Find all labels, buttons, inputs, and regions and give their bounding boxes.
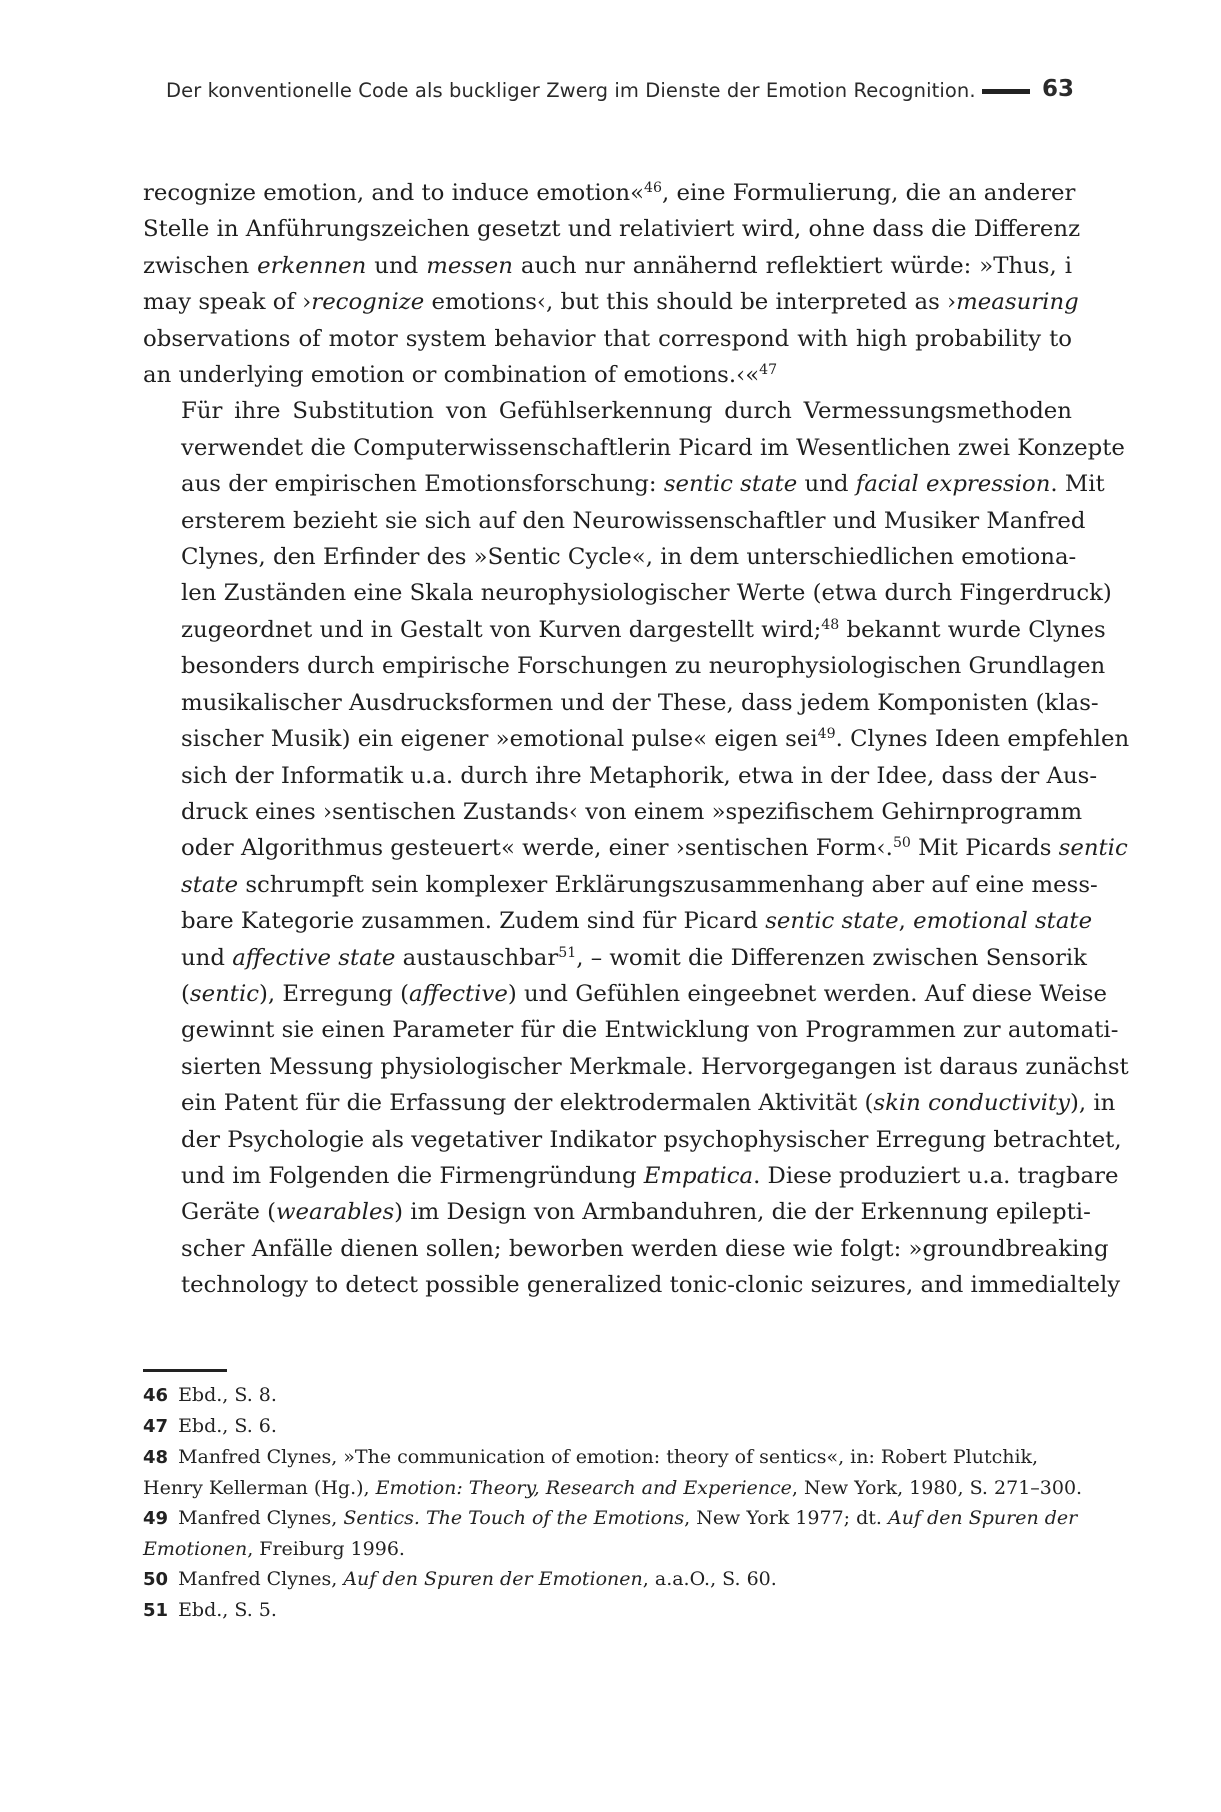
text-run: und im Folgenden die Firmengründung — [181, 1162, 644, 1189]
running-header — [166, 76, 1074, 106]
text-line — [143, 1085, 1116, 1121]
italic-run: sentic state — [663, 471, 798, 498]
italic-run: sentic — [189, 980, 259, 1007]
text-run: , — [898, 908, 914, 935]
footnote-ref: 47 — [759, 362, 778, 379]
text-line — [143, 721, 1130, 757]
text-line: ersterem bezieht sie sich auf den Neurowissenschaftler und Musiker Manfred — [181, 507, 1086, 534]
footnote-number: 46 — [143, 1385, 169, 1406]
running-title: Der konventionelle Code als buckliger Zwerg im Dienste der Emotion Recognition. — [166, 79, 976, 102]
text-line: scher Anfälle dienen sollen; beworben werden diese wie folgt: »groundbreaking — [181, 1235, 1109, 1262]
text-run: , eine Formulierung, die an anderer — [662, 180, 1076, 206]
text-line: besonders durch empirische Forschungen zu neurophysiologischen Grundlagen — [181, 653, 1106, 680]
footnote-number: 50 — [143, 1569, 169, 1590]
text-run: schrumpft sein komplexer Erklärungszusammenhang aber auf eine mess- — [238, 871, 1098, 898]
text-line — [143, 940, 1087, 976]
italic-run: Emotion: Theory, Research and Experience — [375, 1477, 792, 1499]
italic-run: affective state — [232, 944, 396, 971]
text-line: technology to detect possible generalized tonic-clonic seizures, and immedialtely — [181, 1272, 1121, 1299]
text-line — [143, 1194, 1091, 1230]
italic-run: facial expression — [855, 471, 1051, 498]
text-run: an underlying emotion or combination of emotions.‹« — [143, 362, 760, 389]
footnote-ref: 46 — [644, 180, 663, 197]
italic-run: sentic — [1058, 835, 1128, 862]
text-line: Stelle in Anführungszeichen gesetzt und relativiert wird, ohne dass die Differenz — [143, 216, 1081, 243]
footnote-51 — [143, 1595, 1072, 1626]
text-line: musikalischer Ausdrucksformen und der These, dass jedem Komponisten (klas- — [181, 689, 1099, 716]
text-run: . Diese produziert u.a. tragbare — [753, 1162, 1119, 1189]
text-run: ( — [181, 980, 190, 1007]
text-run: und — [797, 471, 856, 498]
italic-run: state — [181, 871, 239, 898]
text-line — [143, 867, 1098, 903]
text-run: Manfred Clynes, — [178, 1507, 344, 1529]
footnote-number: 47 — [143, 1416, 169, 1437]
text-line: sich der Informatik u.a. durch ihre Metaphorik, etwa in der Idee, dass der Aus- — [181, 762, 1098, 789]
text-run: aus der empirischen Emotionsforschung: — [181, 471, 664, 498]
footnote-continuation — [143, 1473, 1083, 1503]
text-run: Mit Picards — [910, 835, 1059, 862]
text-run: Manfred Clynes, — [178, 1568, 344, 1590]
footnote-text: Ebd., S. 8. — [178, 1384, 277, 1406]
italic-run: messen — [426, 252, 513, 279]
text-line: gewinnt sie einen Parameter für die Entwicklung von Programmen zur automati- — [181, 1017, 1119, 1044]
text-line: Clynes, den Erfinder des »Sentic Cycle«, in dem unterschiedlichen emotiona- — [181, 544, 1077, 571]
footnotes — [143, 1380, 1083, 1626]
text-line: sierten Messung physiologischer Merkmale. Hervorgegangen ist daraus zunächst — [181, 1053, 1129, 1080]
footnote-ref: 51 — [558, 944, 577, 961]
text-line: len Zuständen eine Skala neurophysiologischer Werte (etwa durch Fingerdruck) — [181, 580, 1112, 607]
text-run: . Mit — [1050, 471, 1105, 498]
text-run: , New York, 1980, S. 271–300. — [791, 1477, 1083, 1499]
text-run: zwischen — [143, 252, 258, 279]
text-line — [143, 248, 1072, 284]
footnote-text: Ebd., S. 5. — [178, 1599, 277, 1621]
text-run: ) im Design von Armbanduhren, die der Erkennung epilepti- — [394, 1199, 1091, 1226]
italic-run: Auf den Spuren der — [888, 1507, 1078, 1529]
italic-run: Empatica — [643, 1162, 754, 1189]
footnote-ref: 50 — [892, 835, 911, 852]
footnote-text: Ebd., S. 6. — [178, 1415, 277, 1437]
text-run: ), Erregung ( — [259, 980, 410, 1007]
text-run: may speak of › — [143, 289, 312, 316]
text-line — [143, 175, 1076, 211]
text-run: , – womit die Differenzen zwischen Sensorik — [576, 944, 1087, 971]
text-line — [143, 612, 1106, 648]
text-line: druck eines ›sentischen Zustands‹ von einem »spezifischem Gehirnprogramm — [181, 798, 1083, 825]
text-run: bare Kategorie zusammen. Zudem sind für Picard — [181, 908, 766, 935]
italic-run: erkennen — [257, 252, 367, 279]
header-rule — [982, 89, 1030, 94]
text-run: recognize emotion, and to induce emotion« — [143, 180, 645, 206]
text-run: . Clynes Ideen empfehlen — [835, 726, 1130, 753]
footnote-number: 48 — [143, 1447, 169, 1468]
text-run: ein Patent für die Erfassung der elektrodermalen Aktivität ( — [181, 1090, 874, 1117]
footnote-number: 49 — [143, 1508, 169, 1529]
footnote-49 — [143, 1503, 1078, 1564]
italic-run: skin conductivity — [873, 1090, 1070, 1117]
footnote-number: 51 — [143, 1600, 169, 1621]
text-line — [143, 1158, 1119, 1194]
paragraph-2 — [143, 393, 1130, 1303]
body-text — [143, 175, 1130, 1304]
text-run: , New York 1977; dt. — [684, 1507, 888, 1529]
paragraph-1 — [143, 175, 1081, 393]
text-run: , a.a.O., S. 60. — [642, 1568, 777, 1590]
text-run: und — [181, 944, 233, 971]
text-run: auch nur annähernd reflektiert würde: »Thus, i — [512, 252, 1072, 279]
italic-run: Emotionen — [143, 1538, 248, 1560]
footnote-ref: 48 — [821, 617, 840, 634]
text-run: Henry Kellerman (Hg.), — [143, 1477, 376, 1499]
text-run: emotions‹, but this should be interpreted as › — [424, 289, 957, 316]
text-run: ) und Gefühlen eingeebnet werden. Auf diese Weise — [507, 980, 1107, 1007]
footnote-ref: 49 — [817, 726, 836, 743]
text-run: Geräte ( — [181, 1199, 276, 1226]
italic-run: affective — [409, 980, 508, 1007]
text-run: zugeordnet und in Gestalt von Kurven dargestellt wird; — [181, 616, 822, 643]
text-run: sischer Musik) ein eigener »emotional pulse« eigen sei — [181, 726, 818, 753]
text-line: verwendet die Computerwissenschaftlerin Picard im Wesentlichen zwei Konzepte — [181, 434, 1125, 461]
text-line — [143, 976, 1107, 1012]
italic-run: measuring — [956, 289, 1079, 316]
italic-run: Sentics. The Touch of the Emotions — [343, 1507, 685, 1529]
italic-run: emotional state — [913, 908, 1093, 935]
footnote-separator — [143, 1369, 227, 1372]
text-line — [143, 466, 1105, 502]
text-line — [143, 357, 1072, 393]
footnote-47 — [143, 1411, 1072, 1442]
footnote-46 — [143, 1380, 1072, 1411]
italic-run: sentic state — [765, 908, 899, 935]
italic-run: recognize — [311, 289, 425, 316]
text-line — [143, 284, 1079, 320]
text-line: der Psychologie als vegetativer Indikator psychophysischer Erregung betrachtet, — [181, 1126, 1122, 1153]
text-line: Für ihre Substitution von Gefühlserkennung durch Vermessungsmethoden — [181, 398, 1072, 425]
text-run: ), in — [1070, 1090, 1116, 1117]
text-line: observations of motor system behavior that correspond with high probability to — [143, 325, 1072, 352]
text-run: oder Algorithmus gesteuert« werde, einer ›sentischen Form‹. — [181, 835, 893, 862]
footnote-text: Manfred Clynes, »The communication of emotion: theory of sentics«, in: Robert Plutchik, — [178, 1446, 1039, 1468]
footnote-50 — [143, 1564, 1072, 1595]
text-run: bekannt wurde Clynes — [839, 616, 1106, 643]
text-run: , Freiburg 1996. — [247, 1538, 405, 1560]
text-run: austauschbar — [395, 944, 559, 971]
italic-run: Auf den Spuren der Emotionen — [343, 1568, 643, 1590]
footnote-48 — [143, 1442, 1083, 1503]
page-number: 63 — [1041, 76, 1074, 102]
footnote-continuation — [143, 1534, 1072, 1564]
text-line — [143, 903, 1093, 939]
text-line — [143, 830, 1128, 866]
text-run: und — [366, 252, 427, 279]
italic-run: wearables — [275, 1199, 395, 1226]
